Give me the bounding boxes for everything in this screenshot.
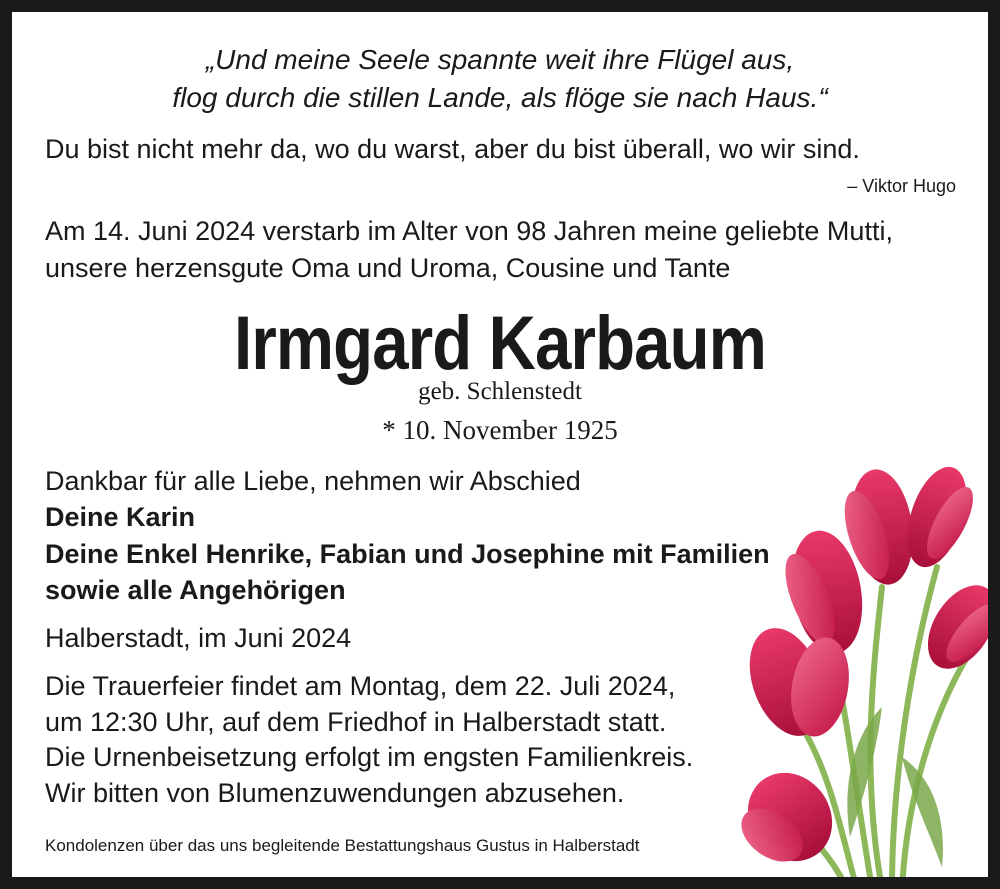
quote-line-1: „Und meine Seele spannte weit ihre Flügel aus, [205, 44, 795, 75]
announcement-line-2: unsere herzensgute Oma und Uroma, Cousine und Tante [45, 253, 731, 283]
motto-text: Du bist nicht mehr da, wo du warst, aber du bist überall, wo wir sind. [45, 134, 860, 164]
quote-line-2: flog durch die stillen Lande, als flöge sie nach Haus.“ [172, 82, 828, 113]
birth-date: * 10. November 1925 [382, 415, 618, 445]
mourners-intro: Dankbar für alle Liebe, nehmen wir Abschied [45, 466, 581, 496]
mourner-karin: Deine Karin [45, 502, 196, 532]
mourner-relatives: sowie alle Angehörigen [45, 575, 346, 605]
maiden-name: geb. Schlenstedt [418, 378, 582, 405]
condolence-note: Kondolenzen über das uns begleitende Bestattungshaus Gustus in Halberstadt [45, 836, 640, 855]
deceased-name: Irmgard Karbaum [234, 301, 766, 386]
tulip-bouquet-image [732, 457, 1000, 889]
ceremony-line-4: Wir bitten von Blumenzuwendungen abzusehen. [45, 778, 625, 808]
motto-author: – Viktor Hugo [847, 176, 956, 196]
ceremony-line-3: Die Urnenbeisetzung erfolgt im engsten Familienkreis. [45, 742, 694, 772]
announcement-line-1: Am 14. Juni 2024 verstarb im Alter von 98 Jahren meine geliebte Mutti, [45, 216, 893, 246]
ceremony-line-1: Die Trauerfeier findet am Montag, dem 22. Juli 2024, [45, 671, 676, 701]
mourner-grandchildren: Deine Enkel Henrike, Fabian und Josephine mit Familien [45, 539, 770, 569]
place-date: Halberstadt, im Juni 2024 [45, 623, 352, 653]
ceremony-line-2: um 12:30 Uhr, auf dem Friedhof in Halberstadt statt. [45, 707, 667, 737]
